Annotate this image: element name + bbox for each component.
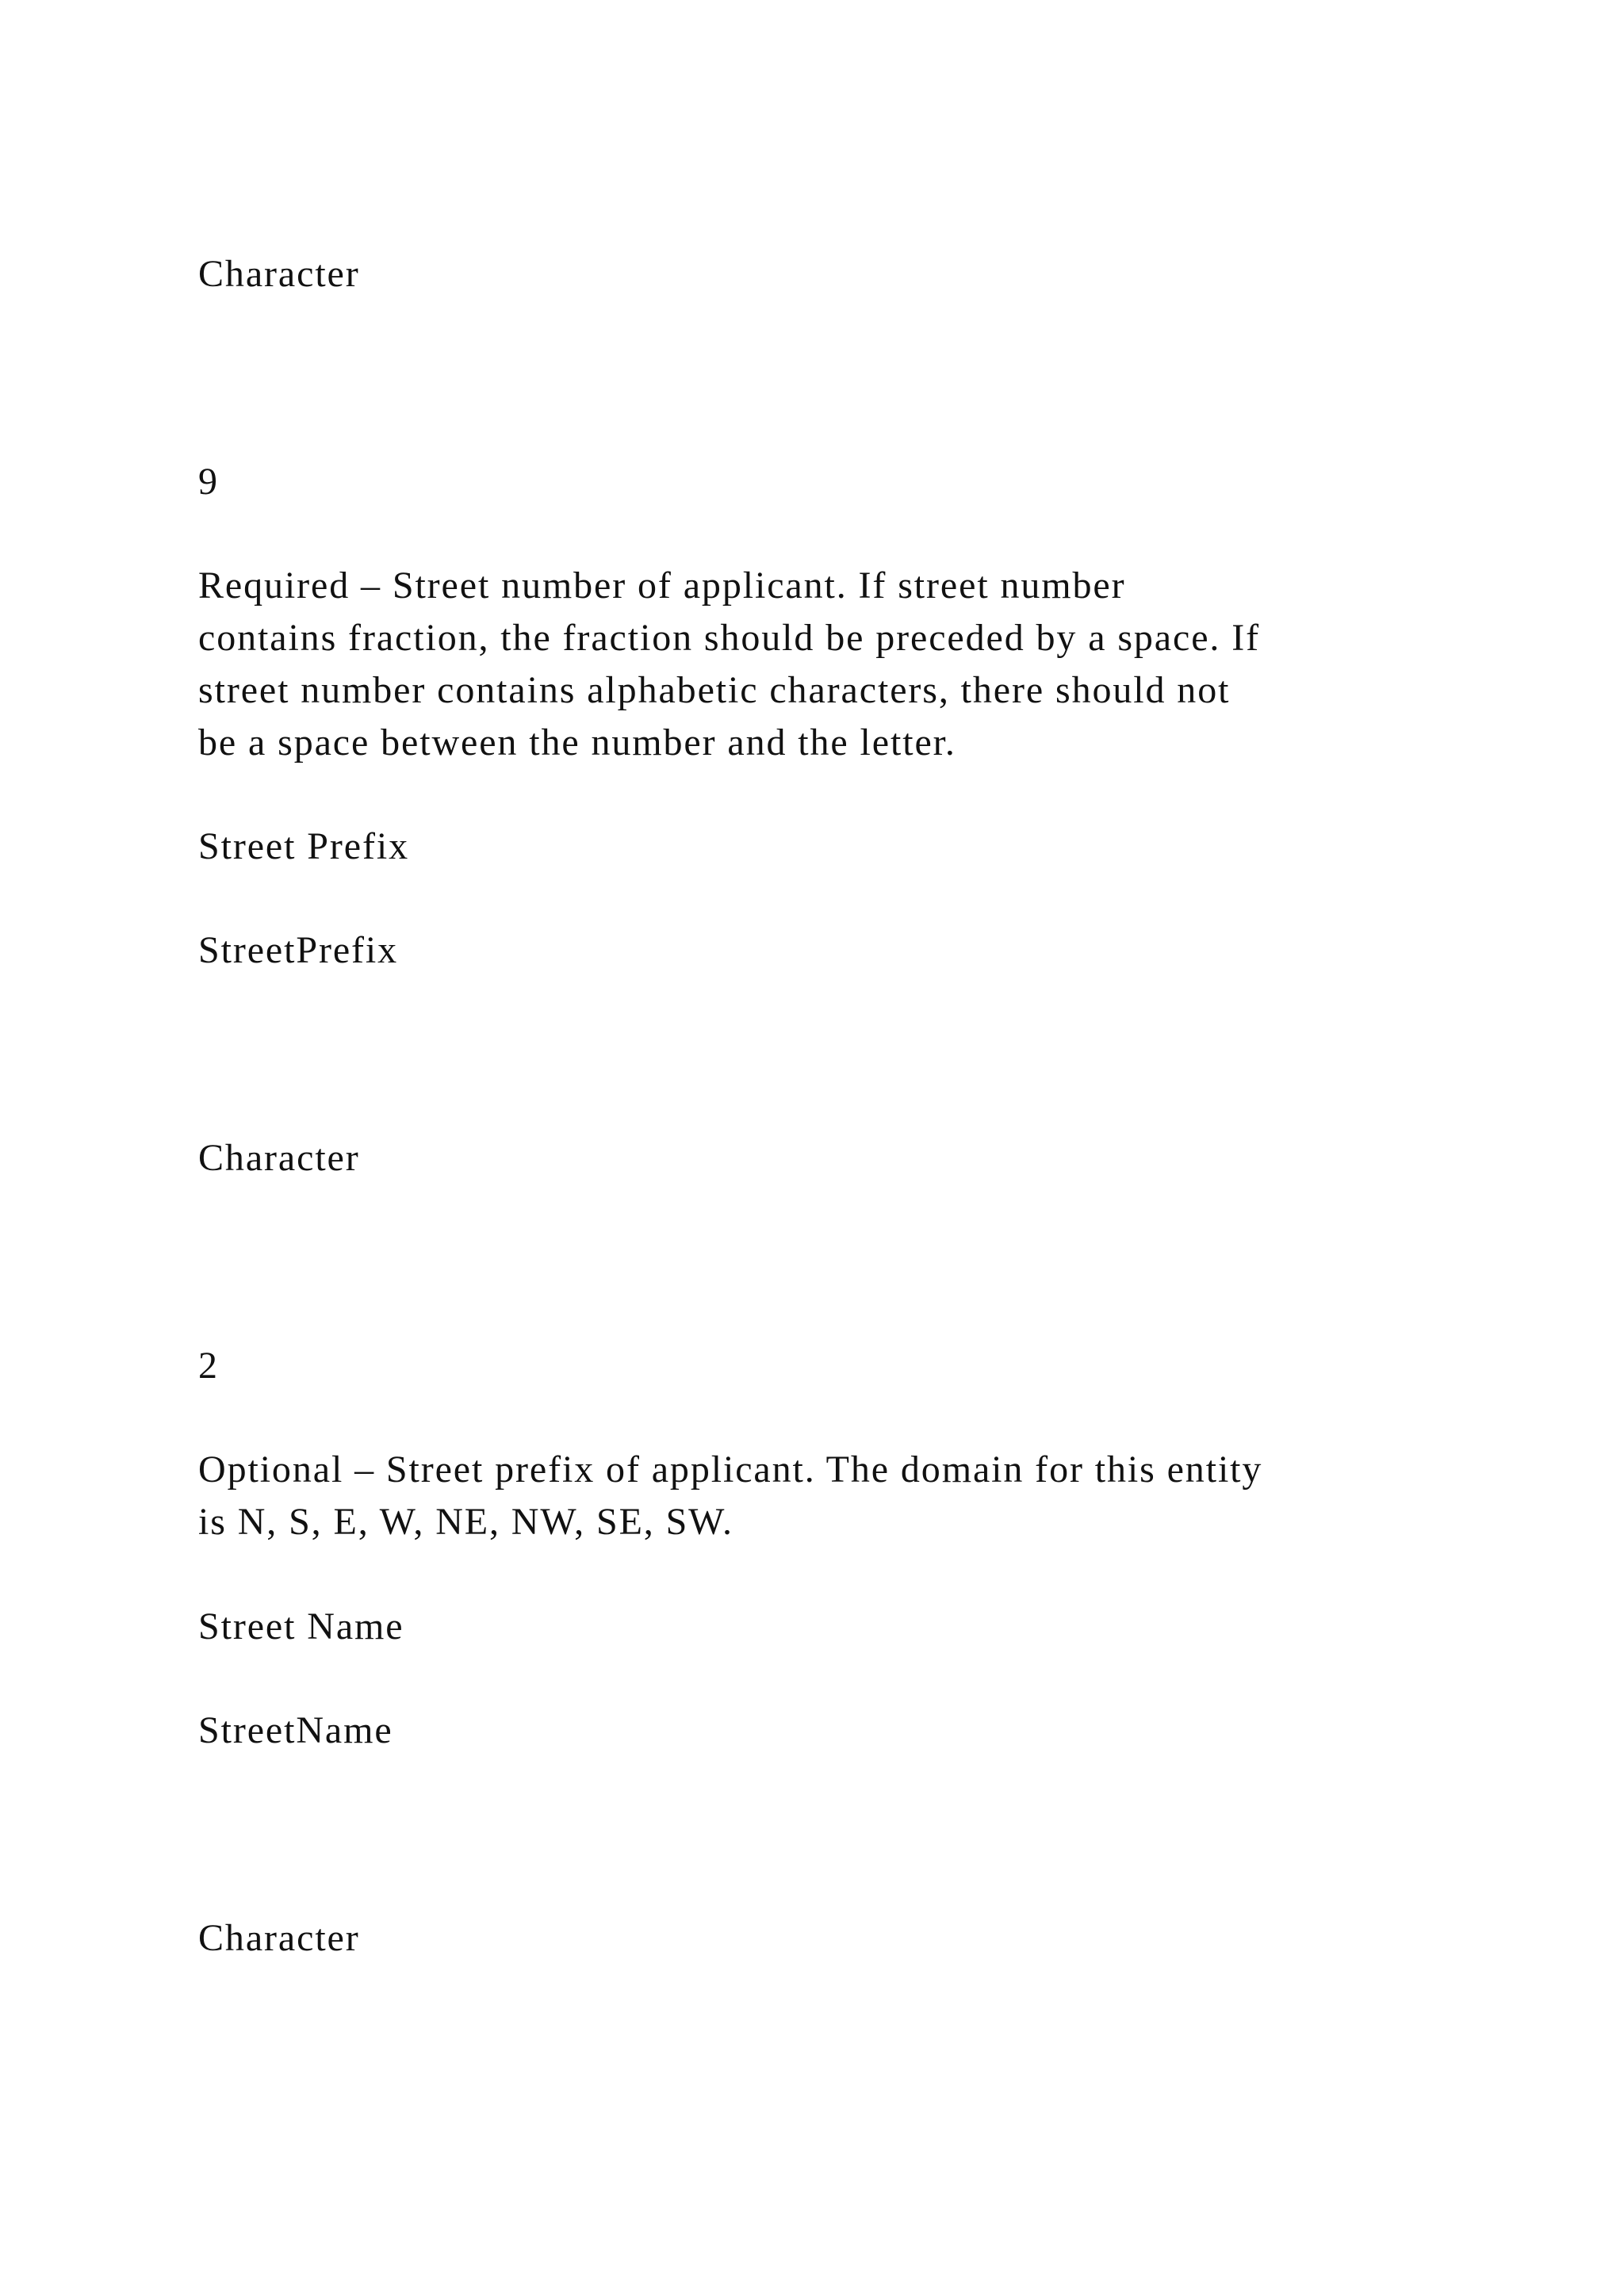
data-type-label: Character	[198, 1137, 360, 1179]
field-identifier: StreetName	[198, 1709, 393, 1751]
description-line: Required – Street number of applicant. If street number	[198, 564, 1126, 607]
description-line: street number contains alphabetic characters, there should not	[198, 669, 1231, 711]
data-type-label: Character	[198, 1917, 360, 1959]
field-length-value: 9	[198, 461, 219, 503]
description-line: Optional – Street prefix of applicant. The domain for this entity	[198, 1448, 1263, 1490]
description-line: contains fraction, the fraction should be preceded by a space. If	[198, 617, 1260, 659]
field-description-paragraph	[198, 560, 1499, 769]
field-label: Street Prefix	[198, 825, 409, 867]
field-label: Street Name	[198, 1605, 404, 1647]
field-identifier: StreetPrefix	[198, 929, 399, 971]
field-length-value: 2	[198, 1345, 219, 1387]
data-type-label: Character	[198, 253, 360, 295]
field-description-paragraph	[198, 1444, 1499, 1548]
description-line: be a space between the number and the letter.	[198, 721, 956, 763]
description-line: is N, S, E, W, NE, NW, SE, SW.	[198, 1501, 733, 1543]
